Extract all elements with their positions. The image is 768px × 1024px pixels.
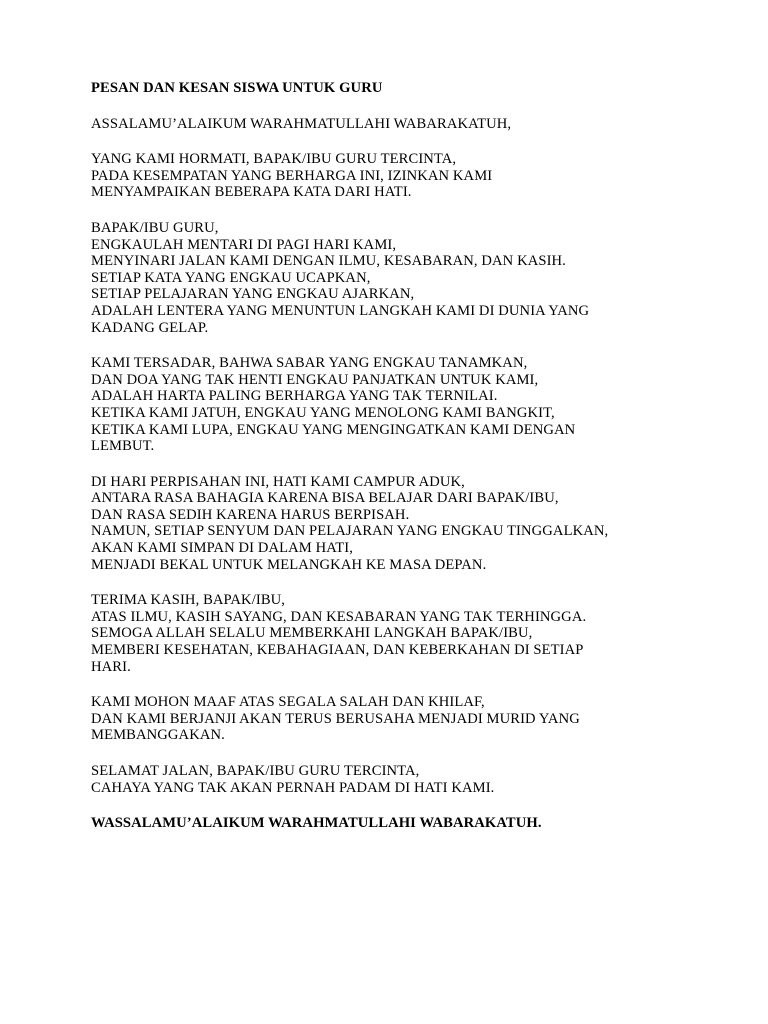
- paragraph-line: SEMOGA ALLAH SELALU MEMBERKAHI LANGKAH BAPAK/IBU,: [91, 625, 533, 642]
- paragraph-line: NAMUN, SETIAP SENYUM DAN PELAJARAN YANG ENGKAU TINGGALKAN,: [91, 523, 609, 540]
- spacer: [91, 744, 731, 763]
- spacer: [91, 796, 731, 815]
- paragraph-line: MENJADI BEKAL UNTUK MELANGKAH KE MASA DEPAN.: [91, 556, 487, 573]
- closing-greeting: WASSALAMU’ALAIKUM WARAHMATULLAHI WABARAKATUH.: [91, 815, 542, 832]
- paragraph-line: KAMI MOHON MAAF ATAS SEGALA SALAH DAN KHILAF,: [91, 694, 485, 711]
- spacer: [91, 455, 731, 474]
- spacer: [91, 97, 731, 116]
- paragraph-line: SELAMAT JALAN, BAPAK/IBU GURU TERCINTA,: [91, 763, 420, 779]
- paragraph-line: ENGKAULAH MENTARI DI PAGI HARI KAMI,: [91, 236, 397, 253]
- paragraph-line: BAPAK/IBU GURU,: [91, 219, 219, 236]
- paragraph-line: MENYINARI JALAN KAMI DENGAN ILMU, KESABARAN, DAN KASIH.: [91, 253, 566, 270]
- paragraph-line: MEMBERI KESEHATAN, KEBAHAGIAAN, DAN KEBERKAHAN DI SETIAP: [91, 642, 584, 659]
- spacer: [91, 132, 731, 151]
- paragraph-line: ANTARA RASA BAHAGIA KARENA BISA BELAJAR DARI BAPAK/IBU,: [91, 490, 559, 507]
- paragraph-line: HARI.: [91, 658, 131, 675]
- paragraph-line: LEMBUT.: [91, 438, 155, 455]
- greeting: ASSALAMU’ALAIKUM WARAHMATULLAHI WABARAKATUH,: [91, 115, 512, 132]
- paragraph-line: MENYAMPAIKAN BEBERAPA KATA DARI HATI.: [91, 184, 412, 201]
- paragraph-line: SETIAP PELAJARAN YANG ENGKAU AJARKAN,: [91, 286, 415, 303]
- paragraph-line: DAN RASA SEDIH KARENA HARUS BERPISAH.: [91, 506, 410, 523]
- spacer: [91, 675, 731, 694]
- paragraph: [91, 220, 731, 336]
- paragraph-line: KAMI TERSADAR, BAHWA SABAR YANG ENGKAU TANAMKAN,: [91, 355, 528, 372]
- spacer: [91, 573, 731, 592]
- paragraph-line: ADALAH LENTERA YANG MENUNTUN LANGKAH KAMI DI DUNIA YANG: [91, 302, 590, 319]
- paragraph-line: KETIKA KAMI JATUH, ENGKAU YANG MENOLONG KAMI BANGKIT,: [91, 404, 555, 421]
- paragraph: [91, 592, 731, 675]
- paragraph-line: KADANG GELAP.: [91, 319, 209, 336]
- paragraph-line: DAN DOA YANG TAK HENTI ENGKAU PANJATKAN UNTUK KAMI,: [91, 371, 539, 388]
- paragraph: [91, 474, 731, 574]
- spacer: [91, 201, 731, 220]
- paragraph-line: PADA KESEMPATAN YANG BERHARGA INI, IZINKAN KAMI: [91, 167, 493, 184]
- paragraph: [91, 355, 731, 455]
- paragraph-line: CAHAYA YANG TAK AKAN PERNAH PADAM DI HATI KAMI.: [91, 779, 495, 796]
- paragraph-line: AKAN KAMI SIMPAN DI DALAM HATI,: [91, 540, 354, 557]
- document-title: PESAN DAN KESAN SISWA UNTUK GURU: [91, 80, 383, 96]
- paragraph: [91, 151, 731, 201]
- document-page: [91, 80, 731, 832]
- paragraph-line: DI HARI PERPISAHAN INI, HATI KAMI CAMPUR ADUK,: [91, 473, 465, 490]
- paragraph-line: DAN KAMI BERJANJI AKAN TERUS BERUSAHA MENJADI MURID YANG: [91, 710, 580, 727]
- paragraph: [91, 694, 731, 744]
- paragraph-line: ADALAH HARTA PALING BERHARGA YANG TAK TERNILAI.: [91, 388, 498, 405]
- paragraph: [91, 763, 731, 796]
- paragraph-line: KETIKA KAMI LUPA, ENGKAU YANG MENGINGATKAN KAMI DENGAN: [91, 421, 576, 438]
- spacer: [91, 336, 731, 355]
- paragraph-line: YANG KAMI HORMATI, BAPAK/IBU GURU TERCINTA,: [91, 151, 457, 168]
- paragraph-line: SETIAP KATA YANG ENGKAU UCAPKAN,: [91, 269, 371, 286]
- paragraph-line: MEMBANGGAKAN.: [91, 727, 225, 744]
- letter-body: [91, 151, 731, 815]
- paragraph-line: ATAS ILMU, KASIH SAYANG, DAN KESABARAN YANG TAK TERHINGGA.: [91, 608, 587, 625]
- paragraph-line: TERIMA KASIH, BAPAK/IBU,: [91, 592, 286, 609]
